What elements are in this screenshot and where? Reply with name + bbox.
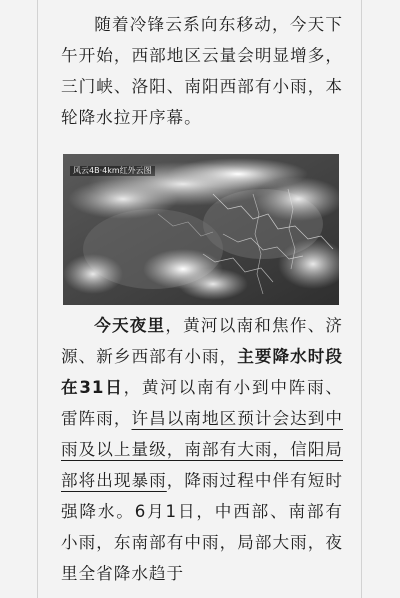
- page-right-border: [361, 0, 362, 598]
- emphasis-main-rain-period: 主要降水时段在31日: [61, 347, 344, 397]
- emphasis-tonight: 今天夜里: [94, 316, 166, 335]
- paragraph-2-text-3: ，降雨过程中伴有短时强降水。6月1日，中西部、南部有小雨，东南部有中雨，局部大雨，夜里全省降水趋于: [61, 471, 344, 583]
- satellite-cloud-image[interactable]: [63, 154, 339, 305]
- underlined-forecast: 许昌以南地区预计会达到中雨及以上量级，南部有大雨，信阳局部将出现暴雨: [61, 409, 344, 490]
- paragraph-2-text-1: ，黄河以南和焦作、济源、新乡西部有小雨，: [61, 316, 344, 366]
- paragraph-2-text-2: ，黄河以南有小到中阵雨、雷阵雨，: [61, 378, 344, 428]
- satellite-image-caption: 风云4B·4km红外云图: [70, 166, 155, 176]
- article-paragraph-1: 随着冷锋云系向东移动，今天下午开始，西部地区云量会明显增多，三门峡、洛阳、南阳西部有小雨，本轮降水拉开序幕。: [61, 15, 343, 127]
- article-paragraph-2: [61, 310, 343, 589]
- page-left-border: [37, 0, 38, 598]
- satellite-image-graphic: [63, 154, 339, 305]
